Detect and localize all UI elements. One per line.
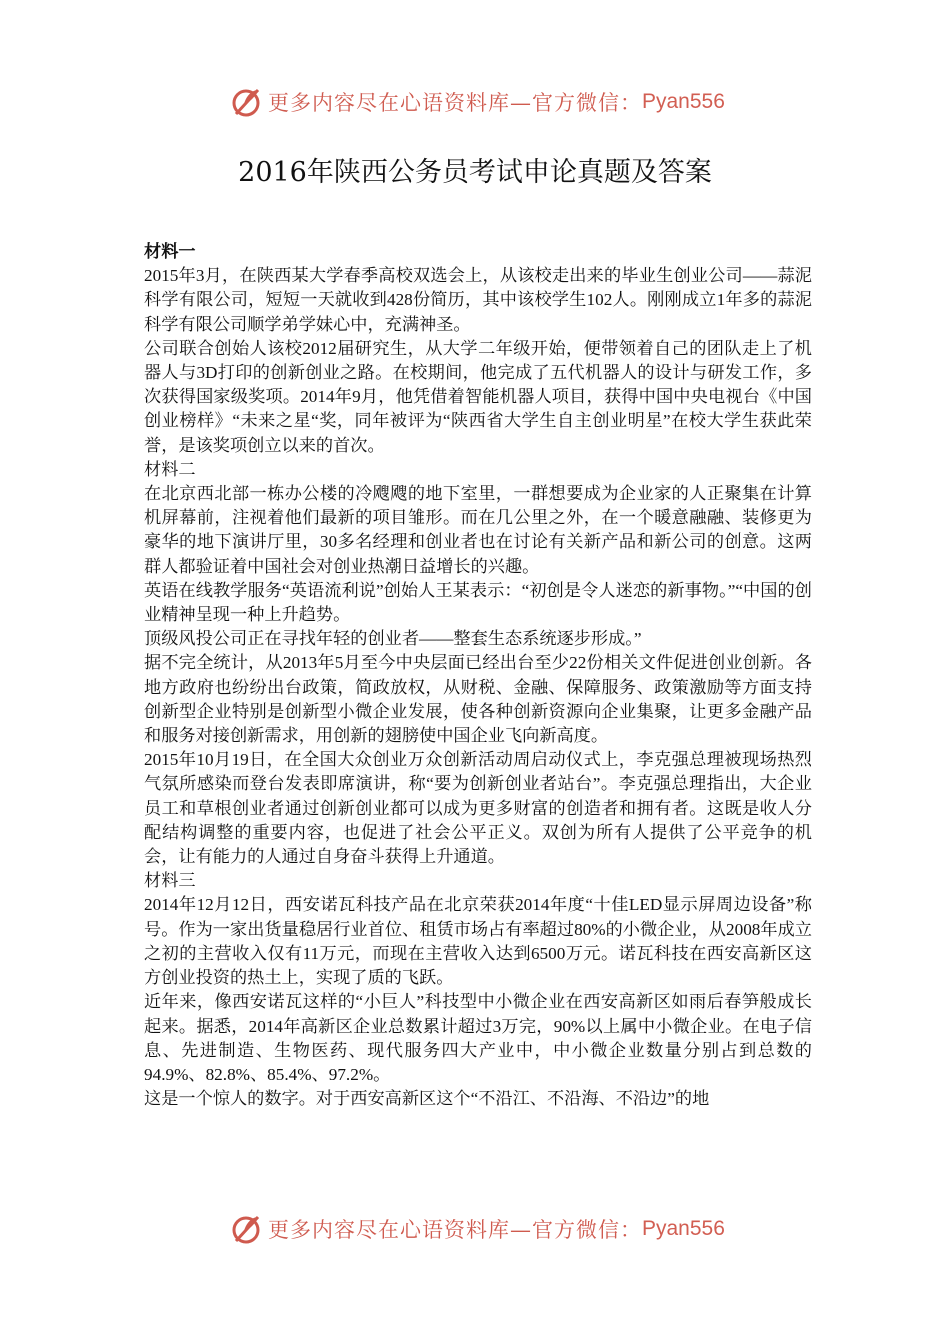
paragraph: 公司联合创始人该校2012届研究生，从大学二年级开始，便带领着自己的团队走上了机器人与3D打印的创新创业之路。在校期间，他完成了五代机器人的设计与研发工作，多次获得国家级奖项。2014年9月，他凭借着智能机器人项目，获得中国中央电视台《中国创业榜样》“未来之星“奖，同年被评为“陕西省大学生自主创业明星”在校大学生获此荣誉，是该奖项创立以来的首次。 [144,338,812,455]
section-heading: 材料二 [144,459,196,479]
watermark-text: 更多内容尽在心语资料库—官方微信： [268,1218,642,1242]
paragraph: 据不完全统计，从2013年5月至今中央层面已经出台至少22份相关文件促进创业创新。各地方政府也纷纷出台政策，简政放权，从财税、金融、保障服务、政策激励等方面支持创新型企业特别是创新型小微企业发展，使各种创新资源向企业集聚，让更多金融产品和服务对接创新需求，用创新的翅膀使中国企业飞向新高度。 [144,653,812,746]
section-heading: 材料一 [144,242,196,261]
document-body [144,240,812,1111]
watermark-wechat-id: Pyan556 [642,1217,725,1240]
paragraph: 近年来，像西安诺瓦这样的“小巨人”科技型中小微企业在西安高新区如雨后春笋般成长起来。据悉，2014年高新区企业总数累计超过3万完，90%以上属中小微企业。在电子信息、先进制造、生物医药、现代服务四大产业中，中小微企业数量分别占到总数的94.9%、82.8%、85.4%、97.2%。 [144,992,812,1084]
section-heading: 材料三 [144,871,196,891]
watermark-banner-bottom [0,1209,950,1249]
paragraph: 在北京西北部一栋办公楼的冷飕飕的地下室里，一群想要成为企业家的人正聚集在计算机屏幕前，注视着他们最新的项目雏形。而在几公里之外，在一个暖意融融、装修更为豪华的地下演讲厅里，30多名经理和创业者也在讨论有关新产品和新公司的创意。这两群人都验证着中国社会对创业热潮日益增长的兴趣。 [144,484,812,576]
quill-logo-icon [228,1211,264,1247]
paragraph: 2015年10月19日，在全国大众创业万众创新活动周启动仪式上，李克强总理被现场热烈气氛所感染而登台发表即席演讲，称“要为创新创业者站台”。李克强总理指出，大企业员工和草根创业者通过创新创业都可以成为更多财富的创造者和拥有者。这既是收人分配结构调整的重要内容，也促进了社会公平正义。双创为所有人提供了公平竞争的机会，让有能力的人通过自身奋斗获得上升通道。 [144,750,812,867]
watermark-text: 更多内容尽在心语资料库—官方微信： [268,91,642,115]
watermark-wechat-id: Pyan556 [642,90,725,113]
quill-logo-icon [228,84,264,120]
paragraph: 2015年3月，在陕西某大学春季高校双选会上，从该校走出来的毕业生创业公司——蒜泥科学有限公司，短短一天就收到428份简历，其中该校学生102人。刚刚成立1年多的蒜泥科学有限公司顺学弟学妹心中，充满神圣。 [144,266,812,334]
paragraph: 2014年12月12日，西安诺瓦科技产品在北京荣获2014年度“十佳LED显示屏周边设备”称号。作为一家出货量稳居行业首位、租赁市场占有率超过80%的小微企业，从2008年成立之初的主营收入仅有11万元，而现在主营收入达到6500万元。诺瓦科技在西安高新区这方创业投资的热土上，实现了质的飞跃。 [144,895,812,988]
document-title: 2016年陕西公务员考试申论真题及答案 [238,157,712,188]
paragraph: 英语在线教学服务“英语流利说”创始人王某表示：“初创是令人迷恋的新事物。”“中国的创业精神呈现一种上升趋势。 [144,580,812,625]
paragraph: 顶级风投公司正在寻找年轻的创业者——整套生态系统逐步形成。” [144,629,642,649]
paragraph: 这是一个惊人的数字。对于西安高新区这个“不沿江、不沿海、不沿边”的地 [144,1089,710,1109]
watermark-banner-top [0,82,950,122]
